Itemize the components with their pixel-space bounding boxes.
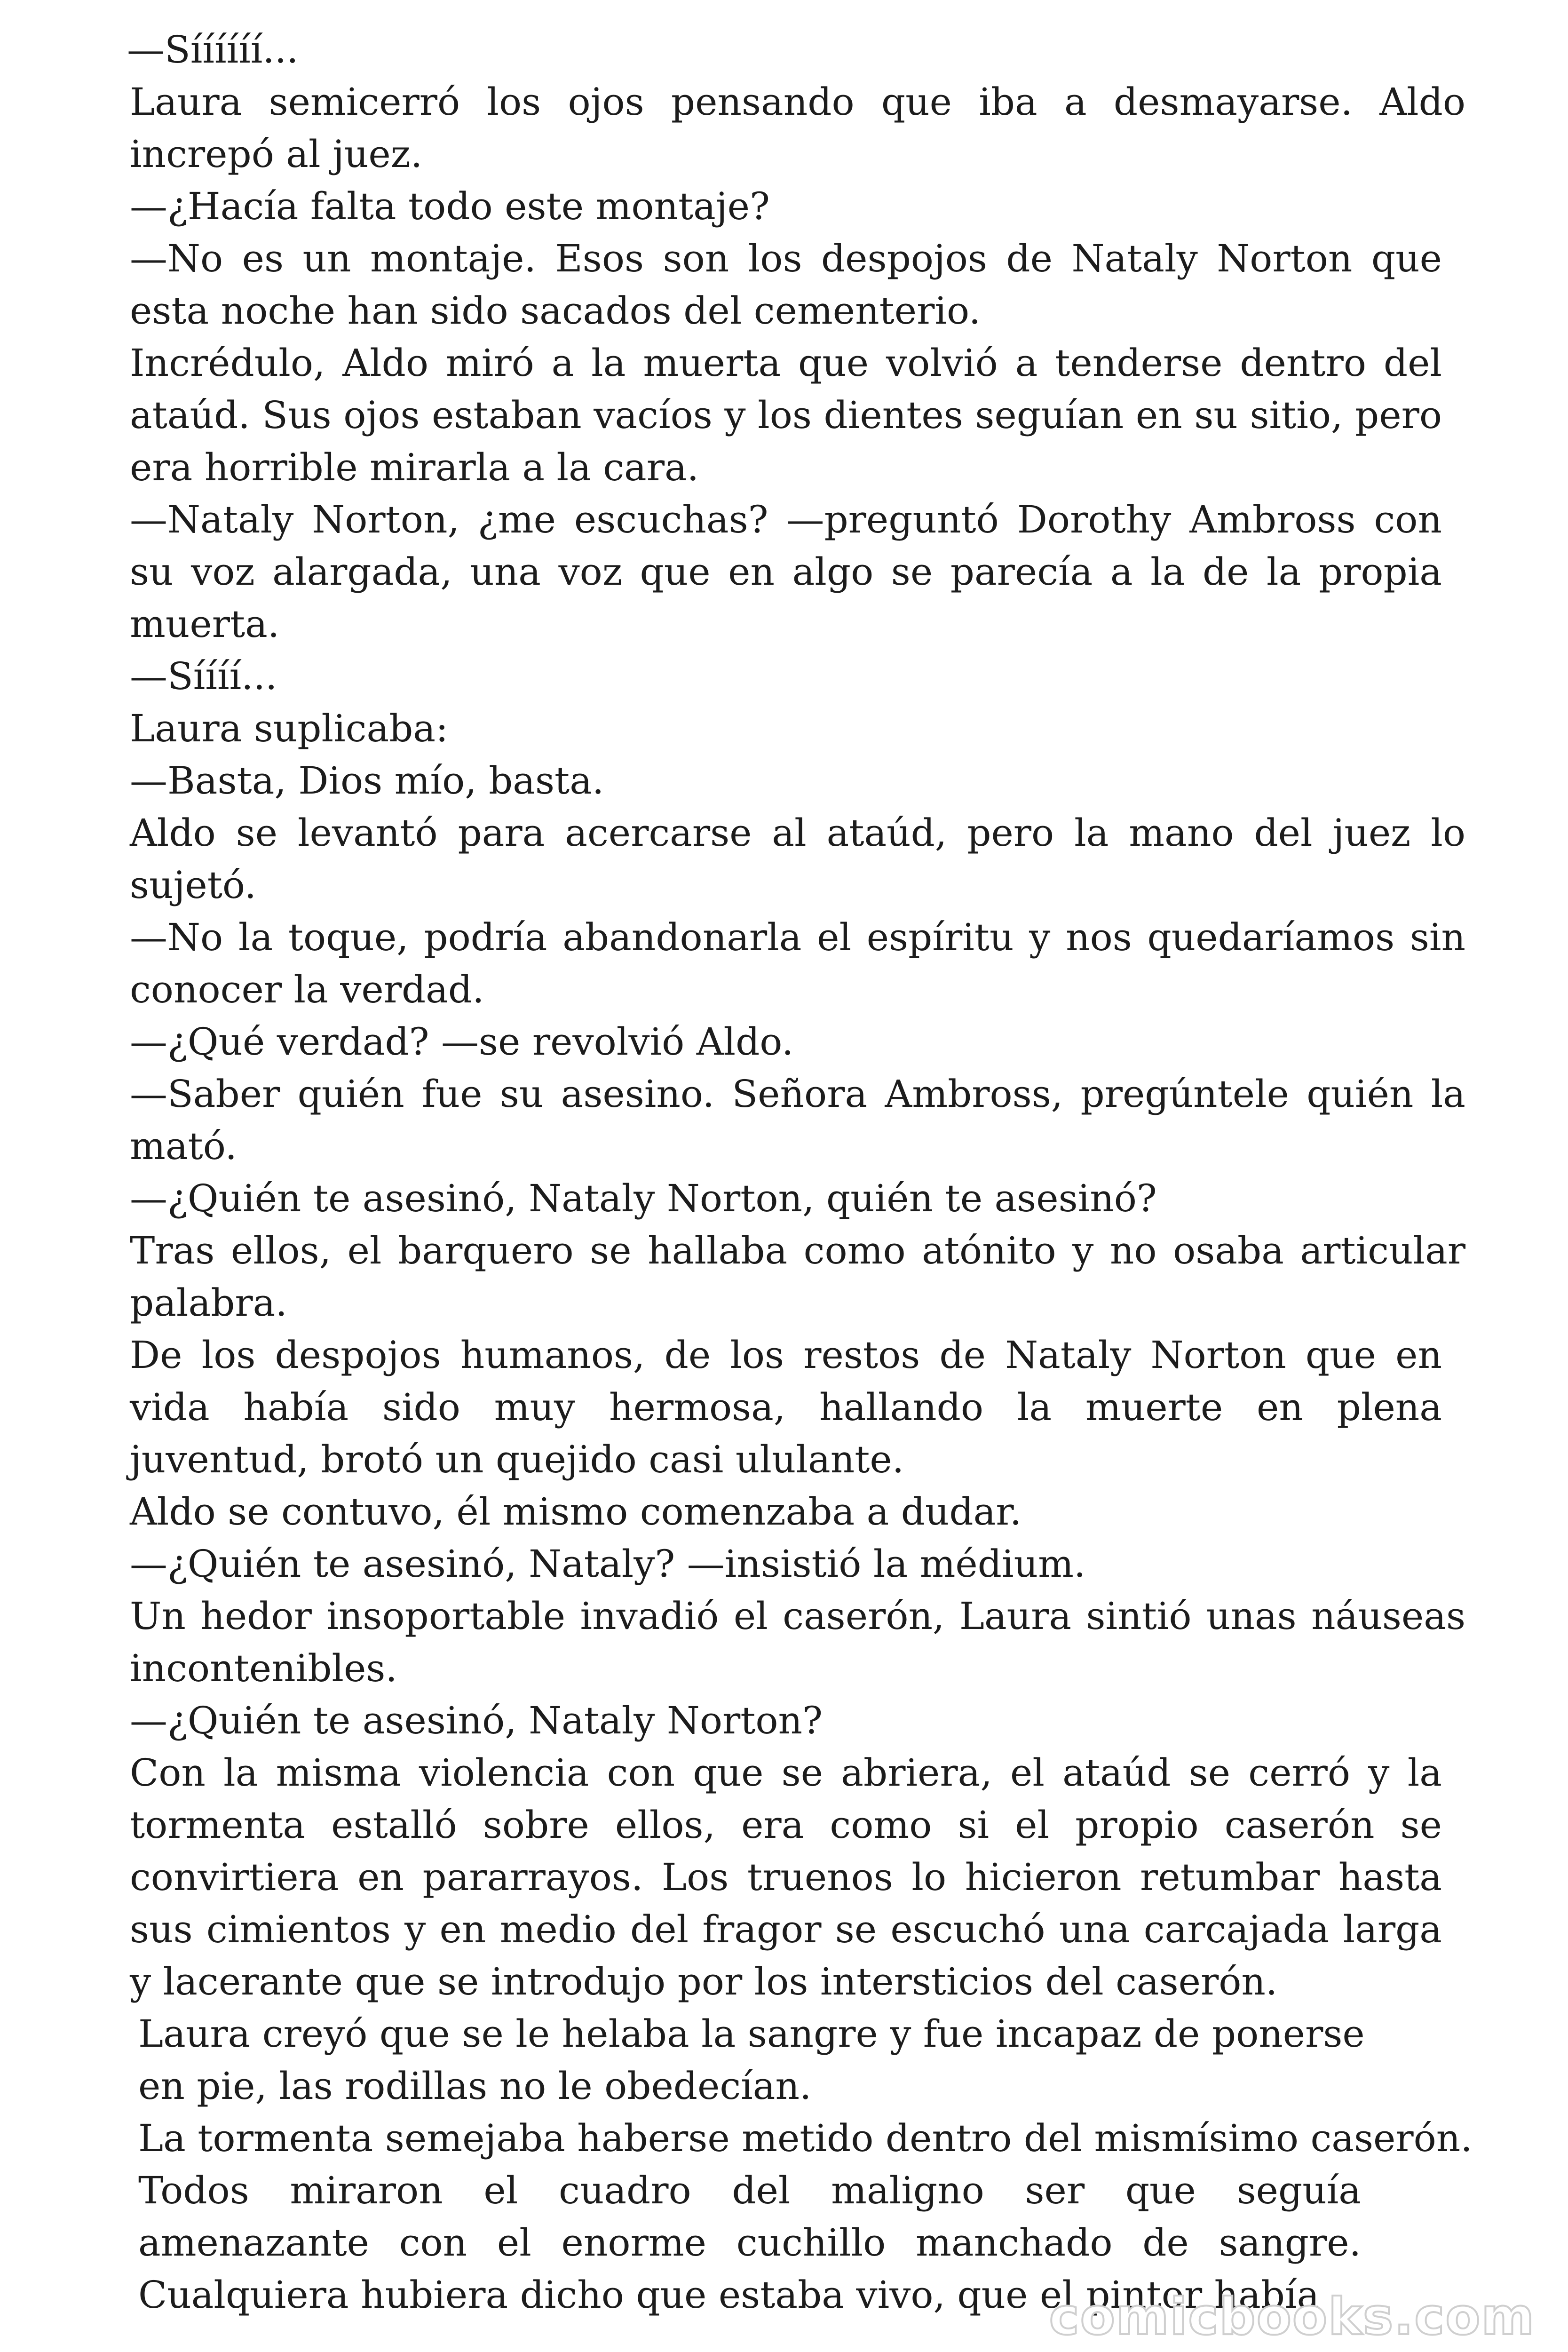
text-line: sujetó. (130, 863, 257, 907)
watermark-text: comicbooks.com (1049, 2288, 1535, 2346)
text-line: Aldo se contuvo, él mismo comenzaba a dudar. (130, 1490, 1022, 1534)
text-line: su voz alargada, una voz que en algo se parecía a la de la propia (130, 550, 1442, 594)
text-line: era horrible mirarla a la cara. (130, 445, 699, 489)
text-line: amenazante con el enorme cuchillo manchado de sangre. (138, 2221, 1361, 2265)
text-line: Todos miraron el cuadro del maligno ser que seguía (138, 2169, 1361, 2212)
text-line: Laura semicerró los ojos pensando que iba a desmayarse. Aldo (130, 80, 1465, 124)
text-line: —Síííííí... (127, 28, 299, 72)
text-line: —No la toque, podría abandonarla el espíritu y nos quedaríamos sin (130, 915, 1465, 959)
text-line: Un hedor insoportable invadió el caserón, Laura sintió unas náuseas (130, 1594, 1465, 1638)
text-line: vida había sido muy hermosa, hallando la muerte en plena (130, 1385, 1442, 1429)
page-text (127, 24, 1473, 2321)
text-line: —¿Qué verdad? —se revolvió Aldo. (130, 1020, 794, 1064)
text-line: La tormenta semejaba haberse metido dentro del mismísimo caserón. (138, 2116, 1473, 2160)
text-line: —Nataly Norton, ¿me escuchas? —preguntó Dorothy Ambross con (130, 498, 1442, 541)
text-line: muerta. (130, 602, 280, 646)
text-line: Cualquiera hubiera dicho que estaba vivo, que el pintor había (138, 2273, 1320, 2317)
text-line: Laura suplicaba: (130, 707, 449, 750)
text-line: —Basta, Dios mío, basta. (130, 759, 604, 803)
text-line: incontenibles. (130, 1646, 397, 1690)
text-line: palabra. (130, 1281, 287, 1325)
text-line: conocer la verdad. (130, 968, 484, 1011)
text-line: —No es un montaje. Esos son los despojos de Nataly Norton que (130, 237, 1442, 280)
text-line: convirtiera en pararrayos. Los truenos lo hicieron retumbar hasta (130, 1855, 1442, 1899)
text-line: Incrédulo, Aldo miró a la muerta que volvió a tenderse dentro del (130, 341, 1442, 385)
text-line: —¿Quién te asesinó, Nataly? —insistió la médium. (130, 1542, 1086, 1586)
text-line: increpó al juez. (130, 132, 423, 176)
text-line: —¿Quién te asesinó, Nataly Norton, quién te asesinó? (130, 1176, 1157, 1220)
text-line: y lacerante que se introdujo por los intersticios del caserón. (130, 1960, 1278, 2003)
text-line: Laura creyó que se le helaba la sangre y fue incapaz de ponerse (138, 2012, 1365, 2056)
text-line: ataúd. Sus ojos estaban vacíos y los dientes seguían en su sitio, pero (130, 393, 1442, 437)
text-line: Tras ellos, el barquero se hallaba como atónito y no osaba articular (130, 1229, 1465, 1272)
text-line: —¿Hacía falta todo este montaje? (130, 184, 770, 228)
text-line: De los despojos humanos, de los restos de Nataly Norton que en (130, 1333, 1442, 1377)
text-line: —¿Quién te asesinó, Nataly Norton? (130, 1699, 823, 1742)
text-line: juventud, brotó un quejido casi ululante. (130, 1438, 904, 1481)
text-line: mató. (130, 1124, 237, 1168)
text-line: —Saber quién fue su asesino. Señora Ambross, pregúntele quién la (130, 1072, 1465, 1116)
text-line: Con la misma violencia con que se abriera, el ataúd se cerró y la (130, 1751, 1442, 1795)
text-line: —Síííí... (130, 654, 277, 698)
text-line: Aldo se levantó para acercarse al ataúd, pero la mano del juez lo (130, 811, 1465, 855)
text-line: en pie, las rodillas no le obedecían. (138, 2064, 812, 2108)
text-line: esta noche han sido sacados del cementerio. (130, 289, 981, 333)
text-line: sus cimientos y en medio del fragor se escuchó una carcajada larga (130, 1907, 1442, 1951)
text-line: tormenta estalló sobre ellos, era como si el propio caserón se (130, 1803, 1442, 1847)
